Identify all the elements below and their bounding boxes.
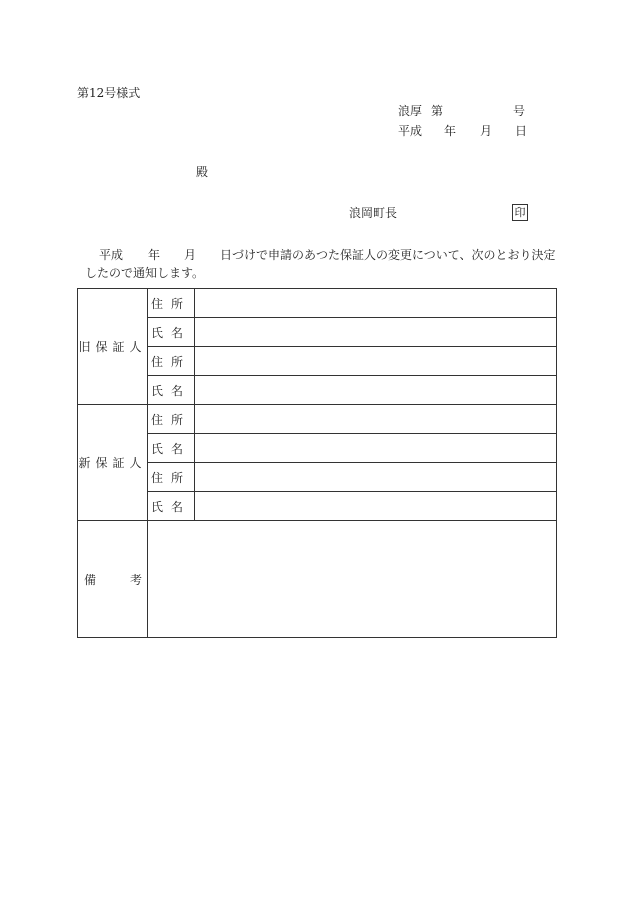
old-name-1-value[interactable] bbox=[195, 318, 557, 347]
remarks-char-2: 考 bbox=[130, 572, 143, 587]
remarks-label bbox=[78, 521, 148, 638]
new-name-label: 氏名 bbox=[148, 434, 195, 463]
new-address-1-value[interactable] bbox=[195, 405, 557, 434]
old-address-1-value[interactable] bbox=[195, 289, 557, 318]
old-name-2-value[interactable] bbox=[195, 376, 557, 405]
new-address-label: 住所 bbox=[148, 463, 195, 492]
date-day: 日 bbox=[515, 124, 528, 138]
new-address-2-value[interactable] bbox=[195, 463, 557, 492]
old-name-label: 氏名 bbox=[148, 318, 195, 347]
remarks-value[interactable] bbox=[148, 521, 557, 638]
form-number-label: 第12号様式 bbox=[77, 86, 141, 100]
date-year: 年 bbox=[444, 124, 457, 138]
guarantor-change-table bbox=[77, 288, 557, 638]
issuer-title: 浪岡町長 bbox=[349, 206, 398, 220]
reference-prefix: 浪厚 bbox=[398, 104, 423, 118]
old-address-label: 住所 bbox=[148, 289, 195, 318]
body-text-line1: 日づけで申請のあつた保証人の変更について、次のとおり決定 bbox=[220, 248, 556, 262]
new-name-2-value[interactable] bbox=[195, 492, 557, 521]
body-text-line2: したので通知します。 bbox=[85, 266, 205, 280]
body-month: 月 bbox=[184, 248, 197, 262]
new-guarantor-label: 新保証人 bbox=[78, 405, 148, 521]
remarks-char-1: 備 bbox=[84, 572, 97, 587]
new-name-label: 氏名 bbox=[148, 492, 195, 521]
old-name-label: 氏名 bbox=[148, 376, 195, 405]
date-month: 月 bbox=[480, 124, 493, 138]
seal-mark: 印 bbox=[512, 204, 528, 221]
new-address-label: 住所 bbox=[148, 405, 195, 434]
old-guarantor-label: 旧保証人 bbox=[78, 289, 148, 405]
new-name-1-value[interactable] bbox=[195, 434, 557, 463]
date-era: 平成 bbox=[398, 124, 423, 138]
addressee-suffix: 殿 bbox=[196, 165, 209, 179]
old-address-label: 住所 bbox=[148, 347, 195, 376]
reference-go: 号 bbox=[513, 104, 526, 118]
old-address-2-value[interactable] bbox=[195, 347, 557, 376]
body-era: 平成 bbox=[99, 248, 124, 262]
reference-dai: 第 bbox=[431, 104, 444, 118]
body-year: 年 bbox=[148, 248, 161, 262]
